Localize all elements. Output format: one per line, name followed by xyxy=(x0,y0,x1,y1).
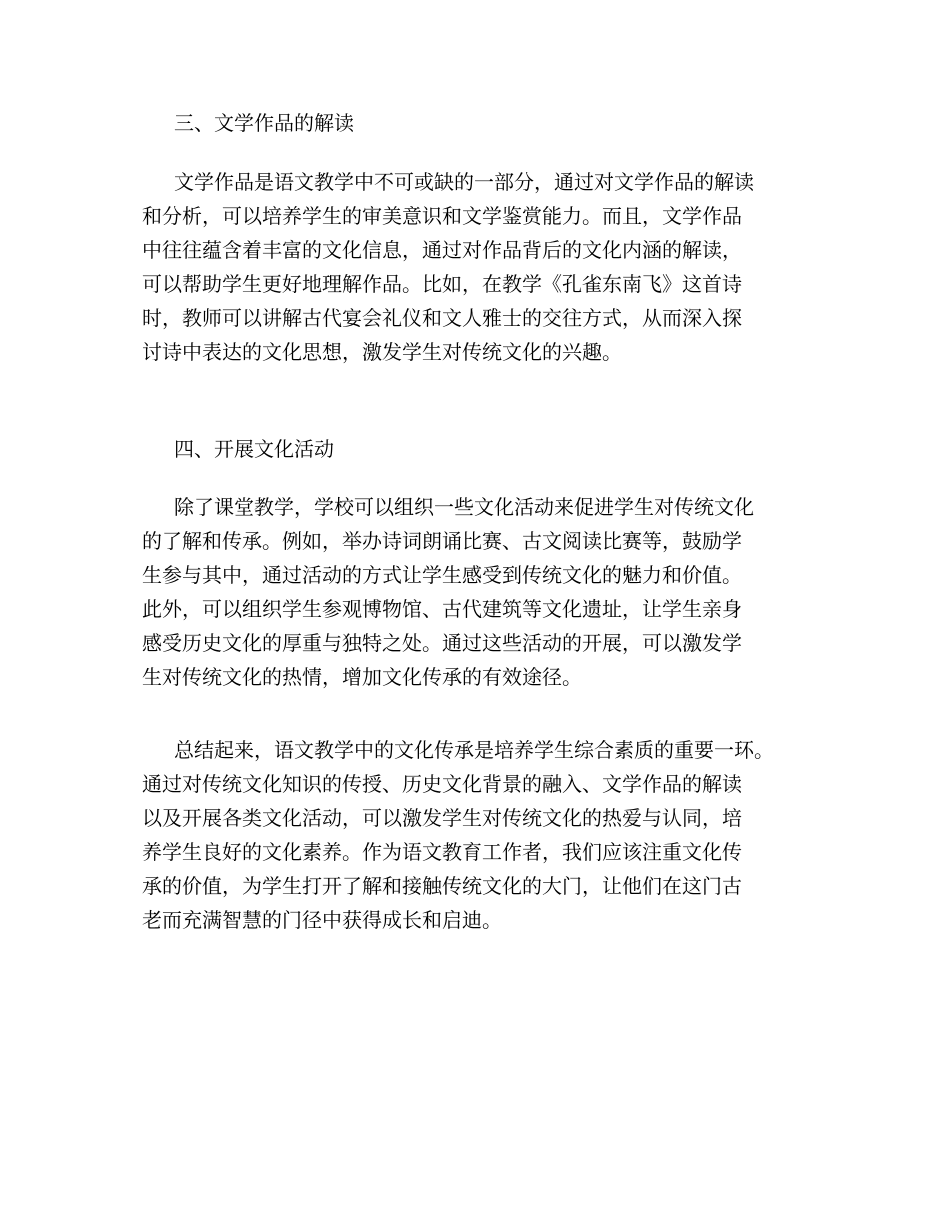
heading-text: 四、开展文化活动 xyxy=(174,437,334,461)
heading-text: 三、文学作品的解读 xyxy=(174,111,354,135)
paragraph-line: 此外，可以组织学生参观博物馆、古代建筑等文化遗址，让学生亲身 xyxy=(142,597,742,621)
paragraph-cultural-activities xyxy=(0,490,950,694)
paragraph-line: 除了课堂教学，学校可以组织一些文化活动来促进学生对传统文化 xyxy=(174,495,754,519)
section-heading-4 xyxy=(0,432,950,466)
paragraph-line: 生参与其中，通过活动的方式让学生感受到传统文化的魅力和价值。 xyxy=(142,563,742,587)
paragraph-line: 养学生良好的文化素养。作为语文教育工作者，我们应该注重文化传 xyxy=(142,840,742,864)
paragraph-line: 可以帮助学生更好地理解作品。比如，在教学《孔雀东南飞》这首诗 xyxy=(142,272,742,296)
section-heading-3 xyxy=(0,106,950,140)
paragraph-line: 生对传统文化的热情，增加文化传承的有效途径。 xyxy=(142,665,582,689)
paragraph-line: 和分析，可以培养学生的审美意识和文学鉴赏能力。而且，文学作品 xyxy=(142,204,742,228)
paragraph-line: 承的价值，为学生打开了解和接触传统文化的大门，让他们在这门古 xyxy=(142,874,742,898)
paragraph-line: 文学作品是语文教学中不可或缺的一部分，通过对文学作品的解读 xyxy=(174,170,754,194)
paragraph-line: 通过对传统文化知识的传授、历史文化背景的融入、文学作品的解读 xyxy=(142,772,742,796)
paragraph-line: 时，教师可以讲解古代宴会礼仪和文人雅士的交往方式，从而深入探 xyxy=(142,306,742,330)
paragraph-line: 的了解和传承。例如，举办诗词朗诵比赛、古文阅读比赛等，鼓励学 xyxy=(142,529,742,553)
paragraph-line: 总结起来，语文教学中的文化传承是培养学生综合素质的重要一环。 xyxy=(174,738,774,762)
paragraph-line: 老而充满智慧的门径中获得成长和启迪。 xyxy=(142,908,502,932)
paragraph-conclusion xyxy=(0,733,950,937)
paragraph-line: 以及开展各类文化活动，可以激发学生对传统文化的热爱与认同，培 xyxy=(142,806,742,830)
paragraph-literary-works xyxy=(0,165,950,369)
paragraph-line: 讨诗中表达的文化思想，激发学生对传统文化的兴趣。 xyxy=(142,340,622,364)
paragraph-line: 感受历史文化的厚重与独特之处。通过这些活动的开展，可以激发学 xyxy=(142,631,742,655)
paragraph-line: 中往往蕴含着丰富的文化信息，通过对作品背后的文化内涵的解读， xyxy=(142,238,742,262)
